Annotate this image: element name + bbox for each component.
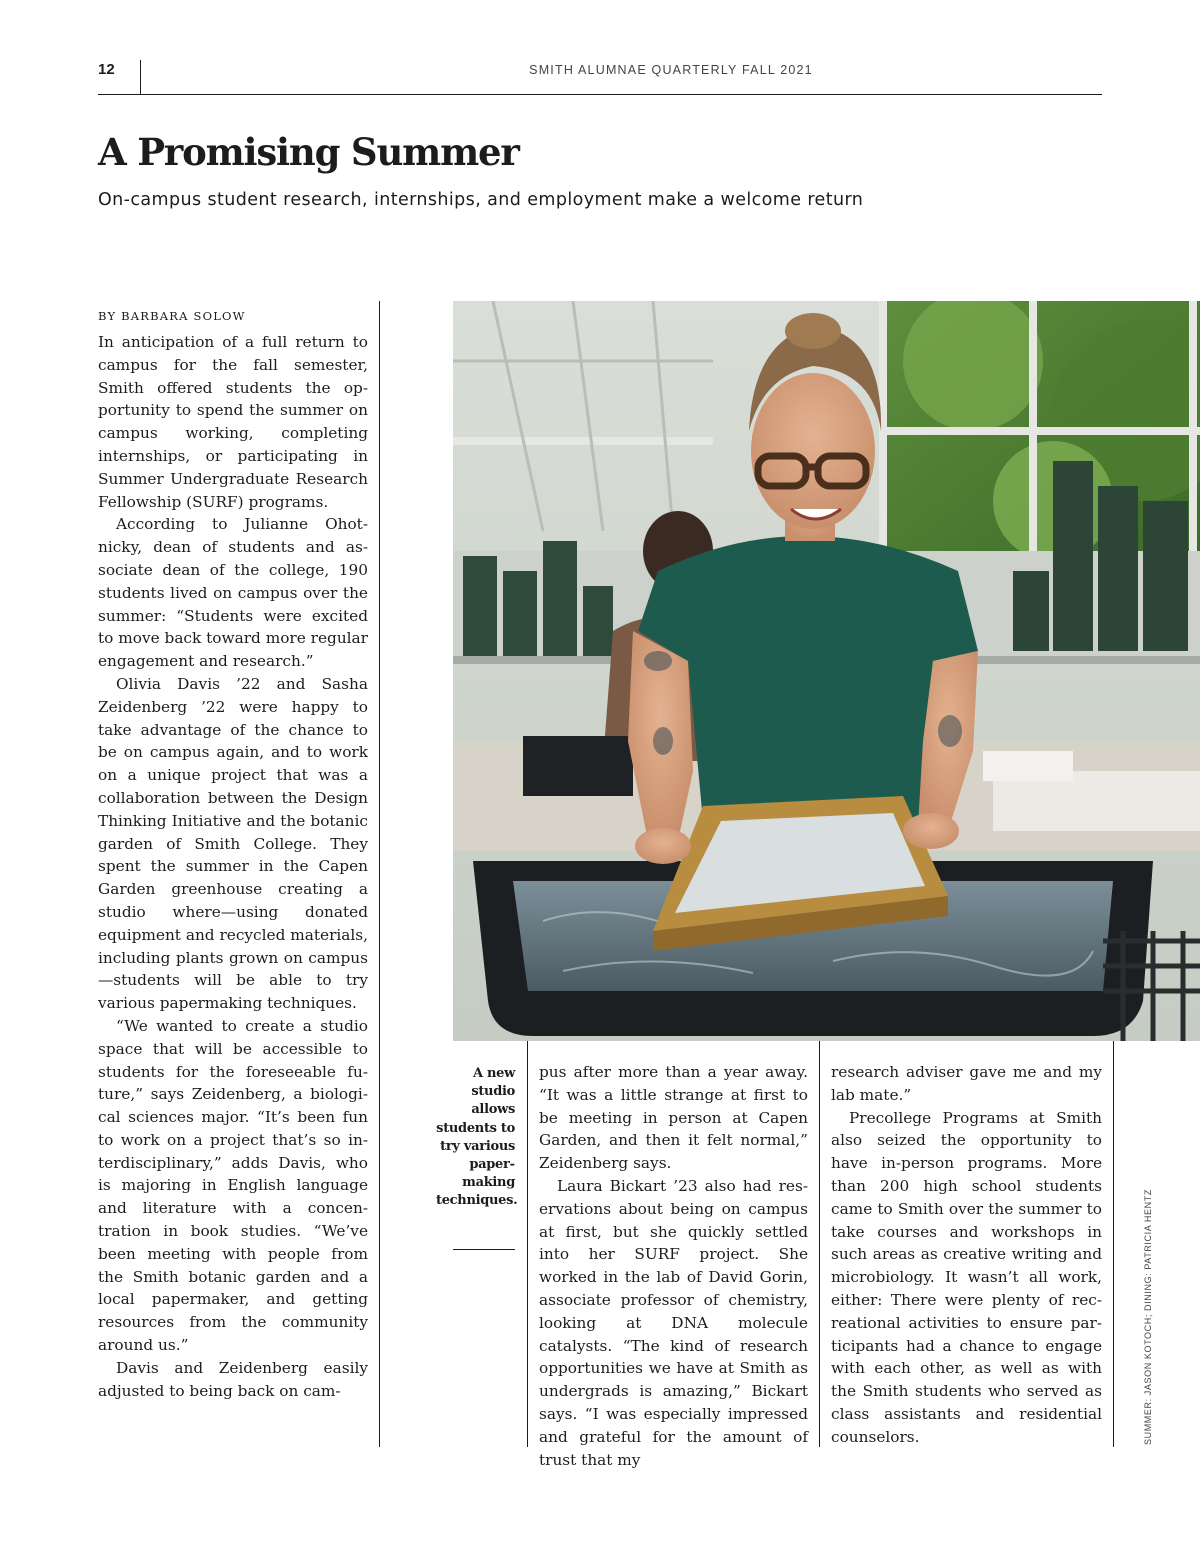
paragraph: According to Julianne Ohotnicky, dean of students and associate dean of the college, 190 students lived on campus over the summer: “Students were excited to move back toward more regular engagement and research.” — [98, 515, 368, 671]
column-rule — [819, 1040, 820, 1447]
paragraph: Olivia Davis ’22 and Sasha Zeidenberg ’22 were happy to take advantage of the chance to be on campus again, and to work on a unique project that was a collaboration between the Design Thinking Initiative and the botanic garden of Smith College. They spent the summer in the Capen Garden greenhouse creating a studio where—using donated equipment and recycled materials, including plants grown on campus—students will be able to try various papermaking techniques. — [98, 674, 368, 1013]
column-rule — [527, 1040, 528, 1447]
paragraph: Laura Bickart ’23 also had reservations about being on campus at first, but she quickly settled into her SURF project. She worked in the lab of David Gorin, associate professor of chemistry, looking at DNA molecule catalysts. “The kind of research opportunities we have at Smith as undergrads is amazing,” Bickart says. “I was especially impressed and grateful for the amount of trust that my — [539, 1176, 808, 1469]
column-rule — [1113, 1040, 1114, 1447]
running-head: SMITH ALUMNAE QUARTERLY FALL 2021 — [529, 63, 813, 77]
article-column-2 — [539, 1061, 808, 1471]
article-photo — [453, 301, 1200, 1041]
paragraph: In anticipation of a full return to campus for the fall semester, Smith offered students the opportunity to spend the summer on campus working, completing internships, or participating in Summer Undergraduate Research Fellowship (SURF) programs. — [98, 333, 368, 511]
photo-credit: SUMMER: JASON KOTOCH; DINING: PATRICIA HENTZ — [1143, 1189, 1153, 1445]
article-headline: A Promising Summer — [98, 130, 519, 174]
caption-rule — [453, 1249, 515, 1250]
paragraph: research adviser gave me and my lab mate.” — [831, 1063, 1102, 1104]
paragraph: pus after more than a year away. “It was a little strange at first to be meeting in person at Capen Garden, and then it felt normal,” Zeidenberg says. — [539, 1063, 808, 1173]
header-rule — [98, 94, 1102, 95]
article-column-1 — [98, 306, 368, 1402]
article-deck: On-campus student research, internships, and employment make a welcome return — [98, 190, 864, 210]
byline: BY BARBARA SOLOW — [98, 309, 246, 323]
photo-caption: A new studio allows students to try various papermaking techniques. — [436, 1066, 518, 1209]
article-column-3 — [831, 1061, 1102, 1449]
column-rule — [379, 301, 380, 1447]
paragraph: “We wanted to create a studio space that will be accessible to students for the foreseeable future,” says Zeidenberg, a biological sciences major. “It’s been fun to work on a project that’s so interdisciplinary,” adds Davis, who is majoring in English language and literature with a concentration in book studies. “We’ve been meeting with people from the Smith botanic garden and a local papermaker, and getting resources from the community around us.” — [98, 1016, 368, 1355]
paragraph: Precollege Programs at Smith also seized the opportunity to have in-person programs. More than 200 high school students came to Smith over the summer to take courses and workshops in such areas as creative writing and microbiology. It wasn’t all work, either: There were plenty of recreational activities to ensure participants had a chance to engage with each other, as well as with the Smith students who served as class assistants and residential counselors. — [831, 1108, 1102, 1446]
paragraph: Davis and Zeidenberg easily adjusted to being back on cam- — [98, 1358, 368, 1400]
page-number: 12 — [98, 61, 115, 78]
